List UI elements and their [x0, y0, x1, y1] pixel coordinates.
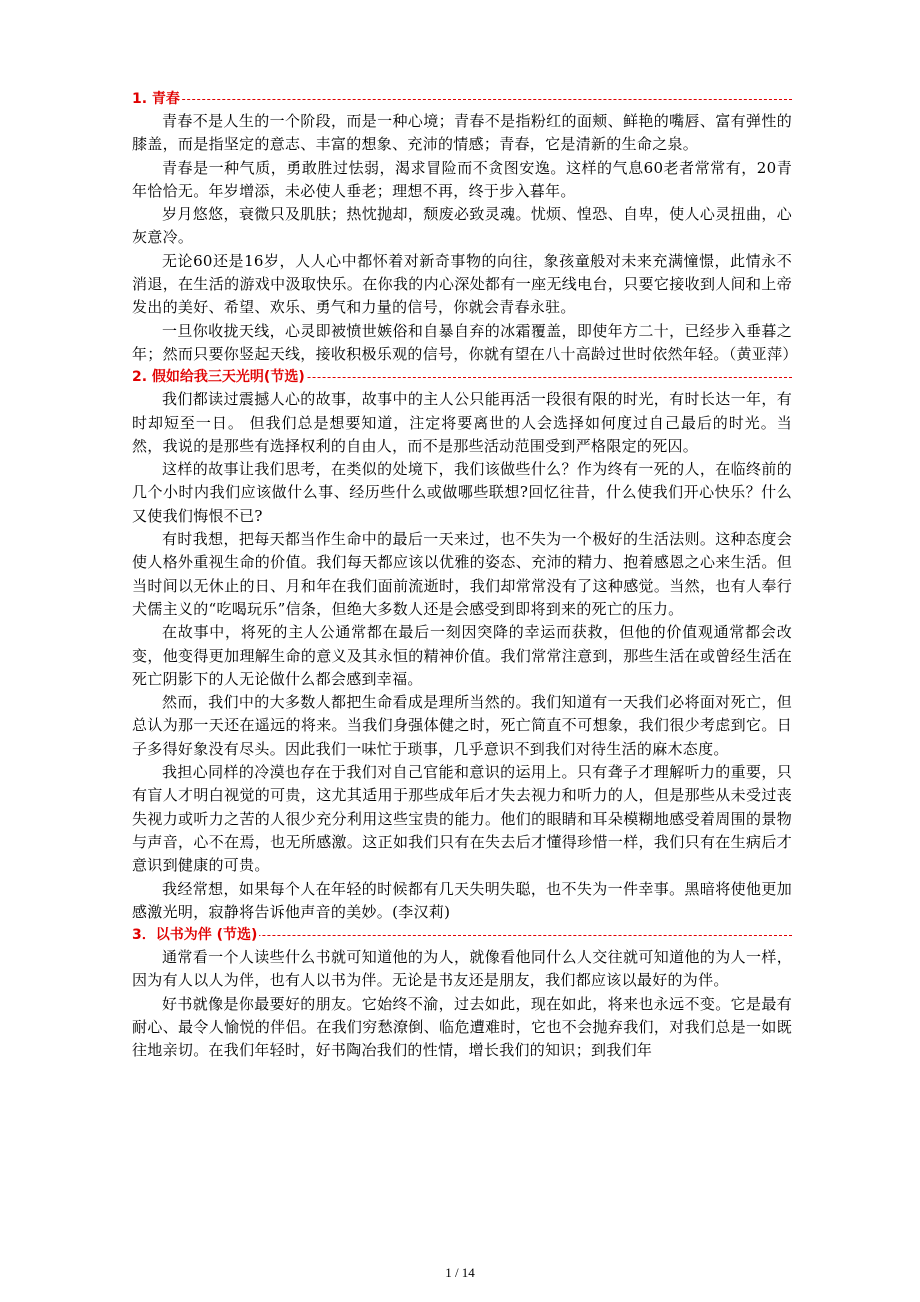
paragraph: 无论60还是16岁，人人心中都怀着对新奇事物的向往，象孩童般对未来充满憧憬，此情永不消退，在生活的游戏中汲取快乐。在你我的内心深处都有一座无线电台，只要它接收到人间和上帝发出的美好、希望、欢乐、勇气和力量的信号，你就会青春永驻。: [132, 251, 792, 317]
section-title: 3．以书为伴 (节选): [132, 927, 258, 944]
section-heading-3: [132, 924, 792, 946]
paragraph: 一旦你收拢天线，心灵即被愤世嫉俗和自暴自弃的冰霜覆盖，即使年方二十，已经步入垂暮之年；然而只要你竖起天线，接收积极乐观的信号，你就有望在八十高龄过世时依然年轻。（黄亚萍）: [132, 321, 798, 363]
paragraph: 岁月悠悠，衰微只及肌肤；热忱抛却，颓废必致灵魂。忧烦、惶恐、自卑，使人心灵扭曲，心灰意冷。: [132, 205, 792, 247]
section-heading-1: [132, 88, 792, 110]
document-body: [132, 88, 798, 1063]
section-heading-2: [132, 366, 792, 388]
paragraph: 我们都读过震撼人心的故事，故事中的主人公只能再活一段很有限的时光，有时长达一年，有时却短至一日。 但我们总是想要知道，注定将要离世的人会选择如何度过自己最后的时光。当然，我说的是那些有选择权利的自由人，而不是那些活动范围受到严格限定的死囚。: [132, 390, 792, 455]
paragraph: 通常看一个人读些什么书就可知道他的为人，就像看他同什么人交往就可知道他的为人一样，因为有人以人为伴，也有人以书为伴。无论是书友还是朋友，我们都应该以最好的为伴。: [132, 948, 792, 990]
page-number: 1 / 14: [445, 1265, 475, 1280]
paragraph: 青春是一种气质，勇敢胜过怯弱，渴求冒险而不贪图安逸。这样的气息60老者常常有，20青年恰恰无。年岁增添，未必使人垂老；理想不再，终于步入暮年。: [132, 158, 792, 200]
paragraph: 我担心同样的冷漠也存在于我们对自己官能和意识的运用上。只有聋子才理解听力的重要，只有盲人才明白视觉的可贵，这尤其适用于那些成年后才失去视力和听力的人，但是那些从未受过丧失视力或听力之苦的人很少充分利用这些宝贵的能力。他们的眼睛和耳朵模糊地感受着周围的景物与声音，心不在焉，也无所感激。这正如我们只有在失去后才懂得珍惜一样，我们只有在生病后才意识到健康的可贵。: [132, 763, 792, 875]
paragraph: 然而，我们中的大多数人都把生命看成是理所当然的。我们知道有一天我们必将面对死亡，但总认为那一天还在遥远的将来。当我们身强体健之时，死亡简直不可想象，我们很少考虑到它。日子多得好象没有尽头。因此我们一味忙于琐事，几乎意识不到我们对待生活的麻木态度。: [132, 693, 792, 758]
paragraph: 在故事中，将死的主人公通常都在最后一刻因突降的幸运而获救，但他的价值观通常都会改变，他变得更加理解生命的意义及其永恒的精神价值。我们常常注意到，那些生活在或曾经生活在死亡阴影下的人无论做什么都会感到幸福。: [132, 623, 792, 688]
heading-dash-rule: [132, 99, 792, 100]
section-title: 2. 假如给我三天光明(节选): [132, 369, 305, 386]
paragraph: 有时我想，把每天都当作生命中的最后一天来过，也不失为一个极好的生活法则。这种态度会使人格外重视生命的价值。我们每天都应该以优雅的姿态、充沛的精力、抱着感恩之心来生活。但当时间以无休止的日、月和年在我们面前流逝时，我们却常常没有了这种感觉。当然，也有人奉行犬儒主义的“吃喝玩乐”信条，但绝大多数人还是会感受到即将到来的死亡的压力。: [132, 530, 792, 618]
section-title: 1. 青春: [132, 91, 180, 107]
paragraph: 我经常想，如果每个人在年轻的时候都有几天失明失聪，也不失为一件幸事。黑暗将使他更加感激光明，寂静将告诉他声音的美妙。(李汉莉): [132, 879, 792, 921]
paragraph: 好书就像是你最要好的朋友。它始终不渝，过去如此，现在如此，将来也永远不变。它是最有耐心、最令人愉悦的伴侣。在我们穷愁潦倒、临危遭难时，它也不会抛弃我们，对我们总是一如既往地亲切。在我们年轻时，好书陶冶我们的性情，增长我们的知识；到我们年: [132, 994, 792, 1060]
paragraph: 这样的故事让我们思考，在类似的处境下，我们该做些什么？作为终有一死的人，在临终前的几个小时内我们应该做什么事、经历些什么或做哪些联想?回忆往昔，什么使我们开心快乐？什么又使我们悔恨不已?: [132, 460, 792, 525]
paragraph: 青春不是人生的一个阶段，而是一种心境；青春不是指粉红的面颊、鲜艳的嘴唇、富有弹性的膝盖，而是指坚定的意志、丰富的想象、充沛的情感；青春，它是清新的生命之泉。: [132, 112, 792, 154]
